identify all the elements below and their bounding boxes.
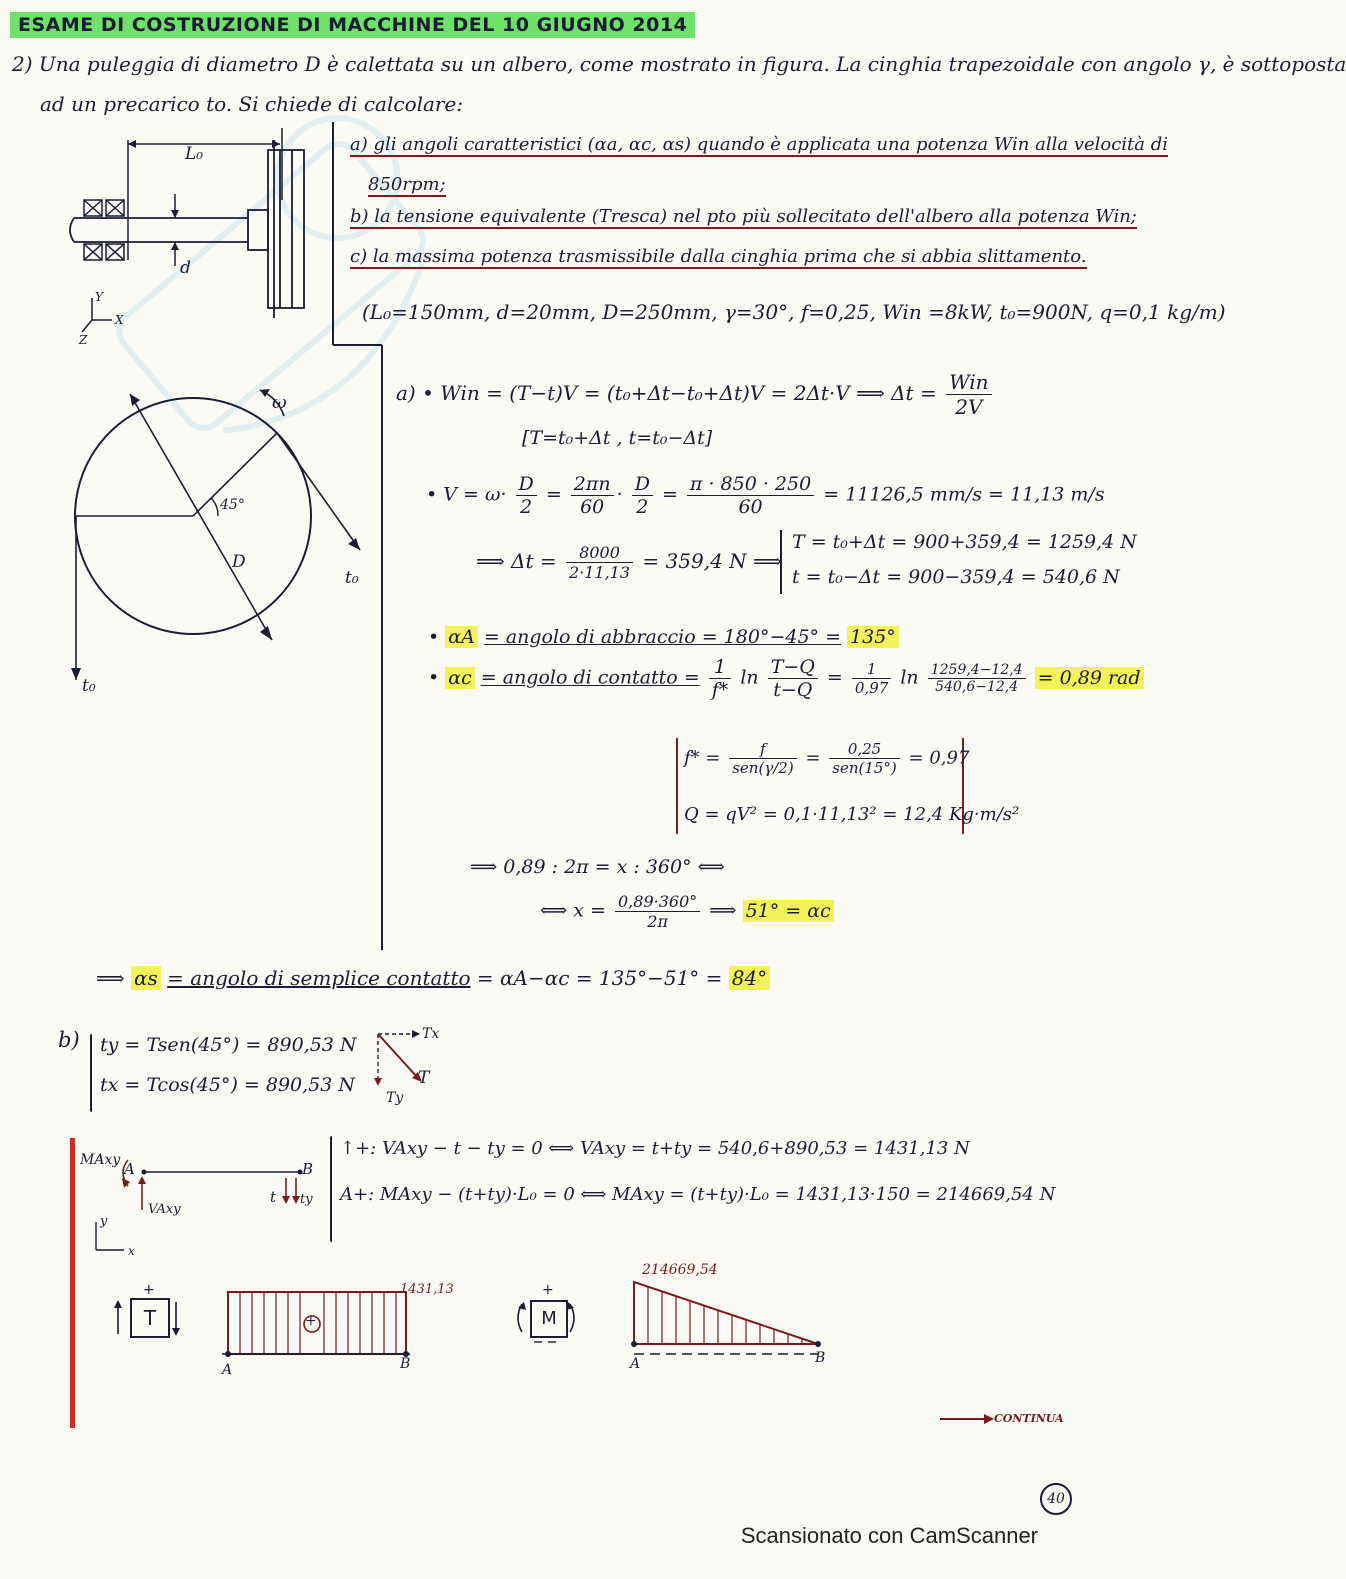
label-d: d [180, 258, 191, 278]
continua-arrow [938, 1412, 998, 1426]
shear-label-B: B [400, 1356, 411, 1372]
question-c: c) la massima potenza trasmissibile dalla cinghia prima che si abbia slittamento. [350, 246, 1087, 267]
label-L0: L₀ [185, 144, 204, 164]
equilibrium-eq2: A+: MAxy − (t+ty)·L₀ = 0 ⟺ MAxy = (t+ty)·L₀ = 1431,13·150 = 214669,54 N [340, 1184, 1056, 1205]
label-axis-Z: Z [79, 333, 88, 347]
beam-label-MAxy: MAxy [80, 1152, 121, 1168]
shear-sign-arrows [110, 1298, 190, 1338]
equilibrium-brace [330, 1136, 332, 1242]
scanner-footer: Scansionato con CamScanner [740, 1523, 1038, 1548]
shear-diagram [222, 1288, 412, 1360]
alpha-a-line: • αA = angolo di abbraccio = 180°−45° = 135° [428, 626, 899, 648]
components-brace [90, 1034, 92, 1112]
label-axis-X: X [115, 313, 124, 327]
question-b: b) la tensione equivalente (Tresca) nel pto più sollecitato dell'albero alla potenza Win; [350, 206, 1137, 227]
label-Ty: Ty [386, 1090, 404, 1106]
problem-text-line1: 2) Una puleggia di diametro D è calettata su un albero, come mostrato in figura. La cinghia trapezoidale con angolo γ, è sottoposta [12, 52, 1346, 76]
continua-label: CONTINUA [994, 1412, 1064, 1425]
ty-equation: ty = Tsen(45°) = 890,53 N [100, 1034, 357, 1056]
moment-sign-box: M [530, 1300, 568, 1338]
proportion-equation: ⟹ 0,89 : 2π = x : 360° ⟺ [470, 856, 725, 878]
shear-sign-plus: + [143, 1282, 155, 1298]
shear-value: 1431,13 [400, 1282, 454, 1297]
beam-label-t: t [270, 1188, 277, 1206]
given-data: (L₀=150mm, d=20mm, D=250mm, γ=30°, f=0,25, Win =8kW, t₀=900N, q=0,1 kg/m) [362, 300, 1226, 324]
label-angle-45: 45° [220, 497, 245, 513]
velocity-equation: • V = ω· $\frac{D}{2}$ = $\frac{2\pi n}{60}$ · $\frac{D}{2}$ = $\frac{\pi \cdot 850 \cdot 250}{60}$ = 11126,5 mm/s = 11,13 m/s [426, 473, 1105, 518]
tx-equation: tx = Tcos(45°) = 890,53 N [100, 1074, 356, 1096]
shear-label-A: A [222, 1362, 233, 1378]
alpha-s-line: ⟹ αs = angolo di semplice contatto = αA−αc = 135°−51° = 84° [96, 966, 770, 990]
beam-axis-y: y [100, 1214, 108, 1229]
label-T: T [418, 1068, 430, 1088]
delta-t-equation: ⟹ Δt = $\frac{8000}{2\cdot 11,13}$ = 359,4 N ⟹ [476, 543, 782, 582]
moment-label-B: B [815, 1350, 826, 1366]
shear-plus-label: + [305, 1313, 317, 1329]
problem-text-line2: ad un precarico to. Si chiede di calcolare: [40, 92, 464, 116]
part-b-label: b) [58, 1028, 80, 1052]
Q-equation: Q = qV² = 0,1·11,13² = 12,4 Kg·m/s² [684, 804, 1020, 825]
moment-value: 214669,54 [642, 1262, 718, 1278]
moment-sign-arrows [508, 1296, 588, 1346]
pulley-circle-figure [60, 380, 380, 700]
page-title: ESAME DI COSTRUZIONE DI MACCHINE DEL 10 GIUGNO 2014 [10, 12, 695, 38]
beam-label-A: A [124, 1160, 135, 1178]
t-result: t = t₀−Δt = 900−359,4 = 540,6 N [792, 566, 1120, 588]
power-equation: a) • Win = (T−t)V = (t₀+Δt−t₀+Δt)V = 2Δt·V ⟹ Δt = $\frac{\text{Win}}{2V}$ [396, 370, 995, 419]
question-a-line2: 850rpm; [368, 174, 446, 195]
x-equation: ⟺ x = $\frac{0,89\cdot 360^\circ}{2\pi}$ ⟹ 51° = αc [540, 892, 834, 931]
T-result: T = t₀+Δt = 900+359,4 = 1259,4 N [792, 531, 1137, 553]
page-number: 40 [1040, 1483, 1072, 1515]
label-t0-right: t₀ [345, 568, 359, 588]
beam-axis-x: x [128, 1244, 135, 1258]
moment-label-A: A [630, 1356, 641, 1372]
tension-definition: [T=t₀+Δt , t=t₀−Δt] [522, 427, 713, 449]
beam-label-B: B [302, 1160, 314, 1178]
equilibrium-eq1: ↑+: VAxy − t − ty = 0 ⟺ VAxy = t+ty = 540,6+890,53 = 1431,13 N [340, 1138, 970, 1159]
moment-diagram [628, 1278, 828, 1358]
fstar-equation: f* = $\frac{f}{\text{sen(γ/2)}}$ = $\frac{0,25}{\text{sen(15°)}}$ = 0,97 [684, 740, 970, 777]
label-t0-left: t₀ [82, 676, 96, 696]
alpha-c-line: • αc = angolo di contatto = $\frac{1}{f*}$ ln $\frac{T-Q}{t-Q}$ = $\frac{1}{0,97}$ ln $\frac{1259,4-12,4}{540,6-12,4}$ = 0,89 rad [428, 656, 1144, 701]
label-omega: ω [272, 392, 287, 413]
result-bracket [780, 530, 782, 594]
label-D: D [232, 552, 246, 572]
beam-label-ty: ty [300, 1192, 313, 1207]
part-b-red-bar [70, 1138, 75, 1428]
question-a-line1: a) gli angoli caratteristici (αa, αc, αs) quando è applicata una potenza Win alla velocità di [350, 134, 1169, 155]
label-Tx: Tx [422, 1026, 440, 1042]
moment-sign-plus: + [542, 1282, 554, 1298]
shear-sign-box: T [130, 1298, 170, 1338]
label-axis-Y: Y [95, 290, 103, 304]
beam-label-VAxy: VAxy [148, 1202, 181, 1217]
